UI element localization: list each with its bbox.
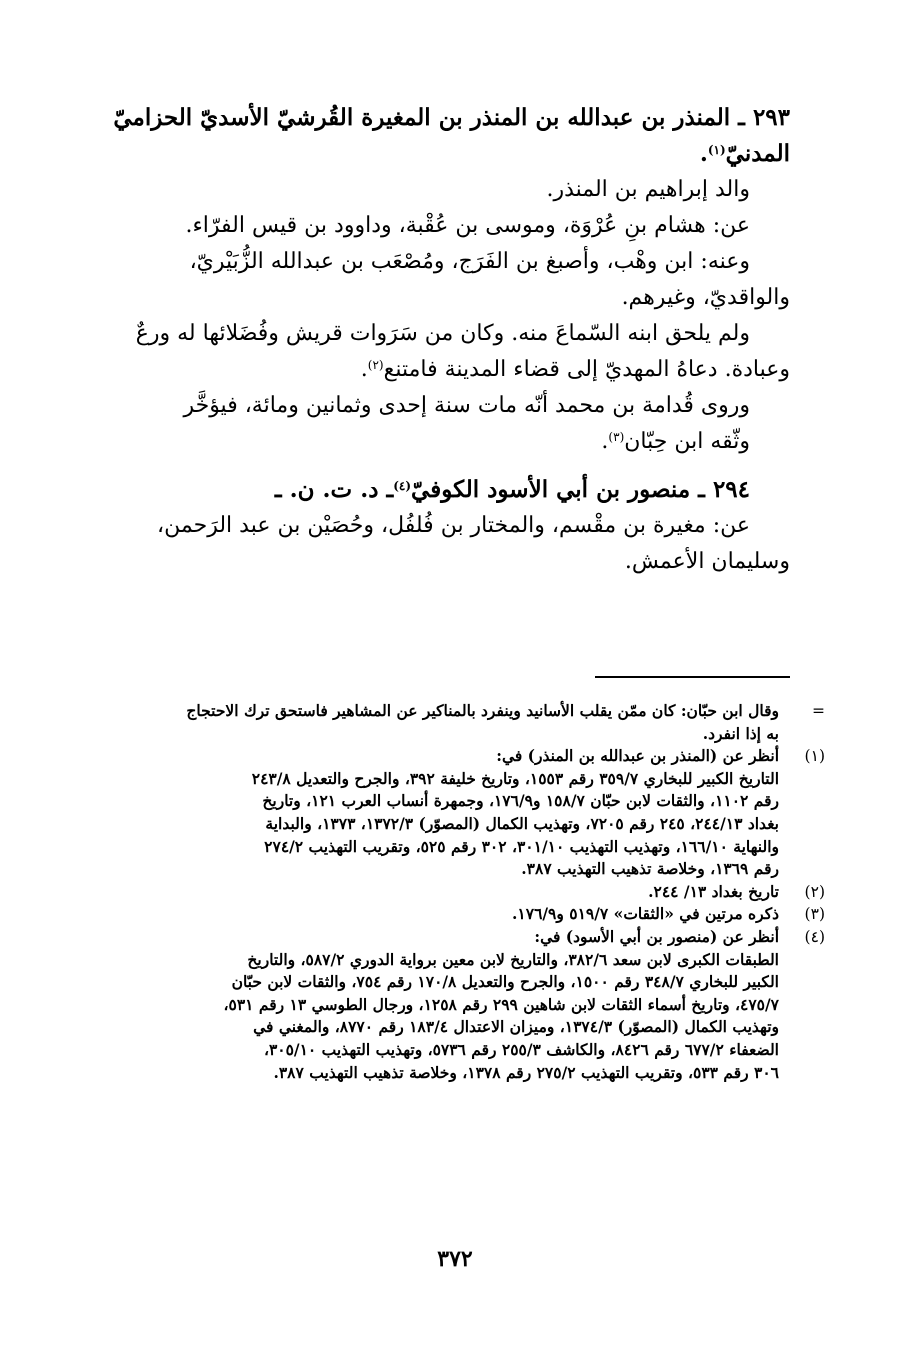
footnote-line: الضعفاء ٦٧٧/٢ رقم ٨٤٢٦، والكاشف ٢٥٥/٣ رقم ٥٧٣٦، وتهذيب التهذيب ٣٠٥/١٠، xyxy=(263,1039,779,1059)
footnote-line: رقم ١٣٦٩، وخلاصة تذهيب التهذيب ٣٨٧. xyxy=(521,859,779,879)
entry-293-para1: ولم يلحق ابنه السّماعَ منه. وكان من سَرَوات قريش وفُضَلائها له ورعٌ xyxy=(135,321,750,346)
entry-293-heading: ٢٩٣ ـ المنذر بن عبدالله بن المنذر بن المغيرة القُرشيّ الأسديّ الحزاميّ xyxy=(113,104,790,131)
footnote-ref-2[interactable]: (٢) xyxy=(367,358,384,372)
footnotes xyxy=(70,700,825,1084)
footnote-4: (٤)أنظر عن (منصور بن أبي الأسود) في: xyxy=(70,926,825,949)
entry-293-father: والد إبراهيم بن المنذر. xyxy=(546,177,750,202)
continuation-mark: = xyxy=(812,702,825,720)
entry-293-para1-cont: وعبادة. دعاهُ المهديّ إلى قضاء المدينة فامتنع$^{(٢)}$. xyxy=(360,357,790,382)
entry-293-tawthiq: وثّقه ابن حِبّان$^{(٣)}$. xyxy=(601,429,750,454)
footnote-line: التاريخ الكبير للبخاري ٣٥٩/٧ رقم ١٥٥٣، وتاريخ خليفة ٣٩٢، والجرح والتعديل ٢٤٣/٨ xyxy=(251,768,779,788)
entry-293-heading-cont: المدنيّ$^{(١)}$. xyxy=(699,140,790,167)
footnote-line: ٣٠٦ رقم ٥٣٣، وتقريب التهذيب ٢٧٥/٢ رقم ١٣٧٨، وخلاصة تذهيب التهذيب ٣٨٧. xyxy=(273,1062,779,1082)
footnote-line: بغداد ٢٤٤/١٣، ٢٤٥ رقم ٧٢٠٥، وتهذيب الكمال (المصوّر) ١٣٧٢/٣، ١٣٧٣، والبداية xyxy=(265,813,779,833)
footnote-line: والنهاية ١٦٦/١٠، وتهذيب التهذيب ٣٠١/١٠، ٣٠٢ رقم ٥٢٥، وتقريب التهذيب ٢٧٤/٢ xyxy=(264,836,779,856)
footnote-continuation: =وقال ابن حبّان: كان ممّن يقلب الأسانيد وينفرد بالمناكير عن المشاهير فاستحق ترك الاحتجاج xyxy=(70,700,825,723)
entry-294-from: عن: مغيرة بن مقْسم، والمختار بن فُلفُل، وحُصَيْن بن عبد الرَحمن، xyxy=(157,513,750,538)
entry-294-from-cont: وسليمان الأعمش. xyxy=(624,549,790,574)
footnote-1: (١)أنظر عن (المنذر بن عبدالله بن المنذر) في: xyxy=(70,745,825,768)
entry-293-from: عن: هشام بنِ عُرْوَة، وموسى بن عُقْبة، وداوود بن قيس الفرّاء. xyxy=(185,213,750,238)
footnote-ref-1[interactable]: (١) xyxy=(707,143,726,157)
footnote-number: (٣) xyxy=(804,905,825,924)
entry-293-narrators: وعنه: ابن وهْب، وأصبغ بن الفَرَج، ومُصْعَب بن عبدالله الزُّبَيْريّ، xyxy=(189,249,750,274)
footnote-separator xyxy=(595,676,790,678)
footnote-2: (٢)تاريخ بغداد ١٣/ ٢٤٤. xyxy=(70,881,825,904)
footnote-number: (٤) xyxy=(804,927,825,946)
footnote-number: (١) xyxy=(804,747,825,766)
footnote-line: وتهذيب الكمال (المصوّر) ١٣٧٤/٣، وميزان الاعتدال ١٨٣/٤ رقم ٨٧٧٠، والمغني في xyxy=(253,1017,779,1037)
footnote-ref-3[interactable]: (٣) xyxy=(608,430,625,444)
footnote-ref-4[interactable]: (٤) xyxy=(393,479,412,493)
page-number: ٣٧٢ xyxy=(437,1246,473,1272)
entry-293-narrators-cont: والواقديّ، وغيرهم. xyxy=(621,285,790,310)
footnote-number: (٢) xyxy=(804,882,825,901)
footnote-line: ٤٧٥/٧، وتاريخ أسماء الثقات لابن شاهين ٢٩٩ رقم ١٢٥٨، ورجال الطوسي ١٣ رقم ٥٣١، xyxy=(223,994,779,1014)
footnote-line: الطبقات الكبرى لابن سعد ٣٨٢/٦، والتاريخ لابن معين برواية الدوري ٥٨٧/٢، والتاريخ xyxy=(247,949,779,969)
entry-294-heading: ٢٩٤ ـ منصور بن أبي الأسود الكوفيّ$^{(٤)}$ـ د. ت. ن. ـ xyxy=(274,476,750,503)
entry-293-para2: وروى قُدامة بن محمد أنّه مات سنة إحدى وثمانين ومائة، فيؤخَّر xyxy=(183,393,750,418)
main-text xyxy=(75,100,790,580)
footnote-line: الكبير للبخاري ٣٤٨/٧ رقم ١٥٠٠، والجرح والتعديل ١٧٠/٨ رقم ٧٥٤، والثقات لابن حبّان xyxy=(231,972,779,992)
footnote-continuation-line: به إذا انفرد. xyxy=(702,723,779,743)
footnote-3: (٣)ذكره مرتين في «الثقات» ٥١٩/٧ و١٧٦/٩. xyxy=(70,903,825,926)
footnote-line: رقم ١١٠٢، والثقات لابن حبّان ١٥٨/٧ و١٧٦/٩، وجمهرة أنساب العرب ١٢١، وتاريخ xyxy=(262,791,779,811)
